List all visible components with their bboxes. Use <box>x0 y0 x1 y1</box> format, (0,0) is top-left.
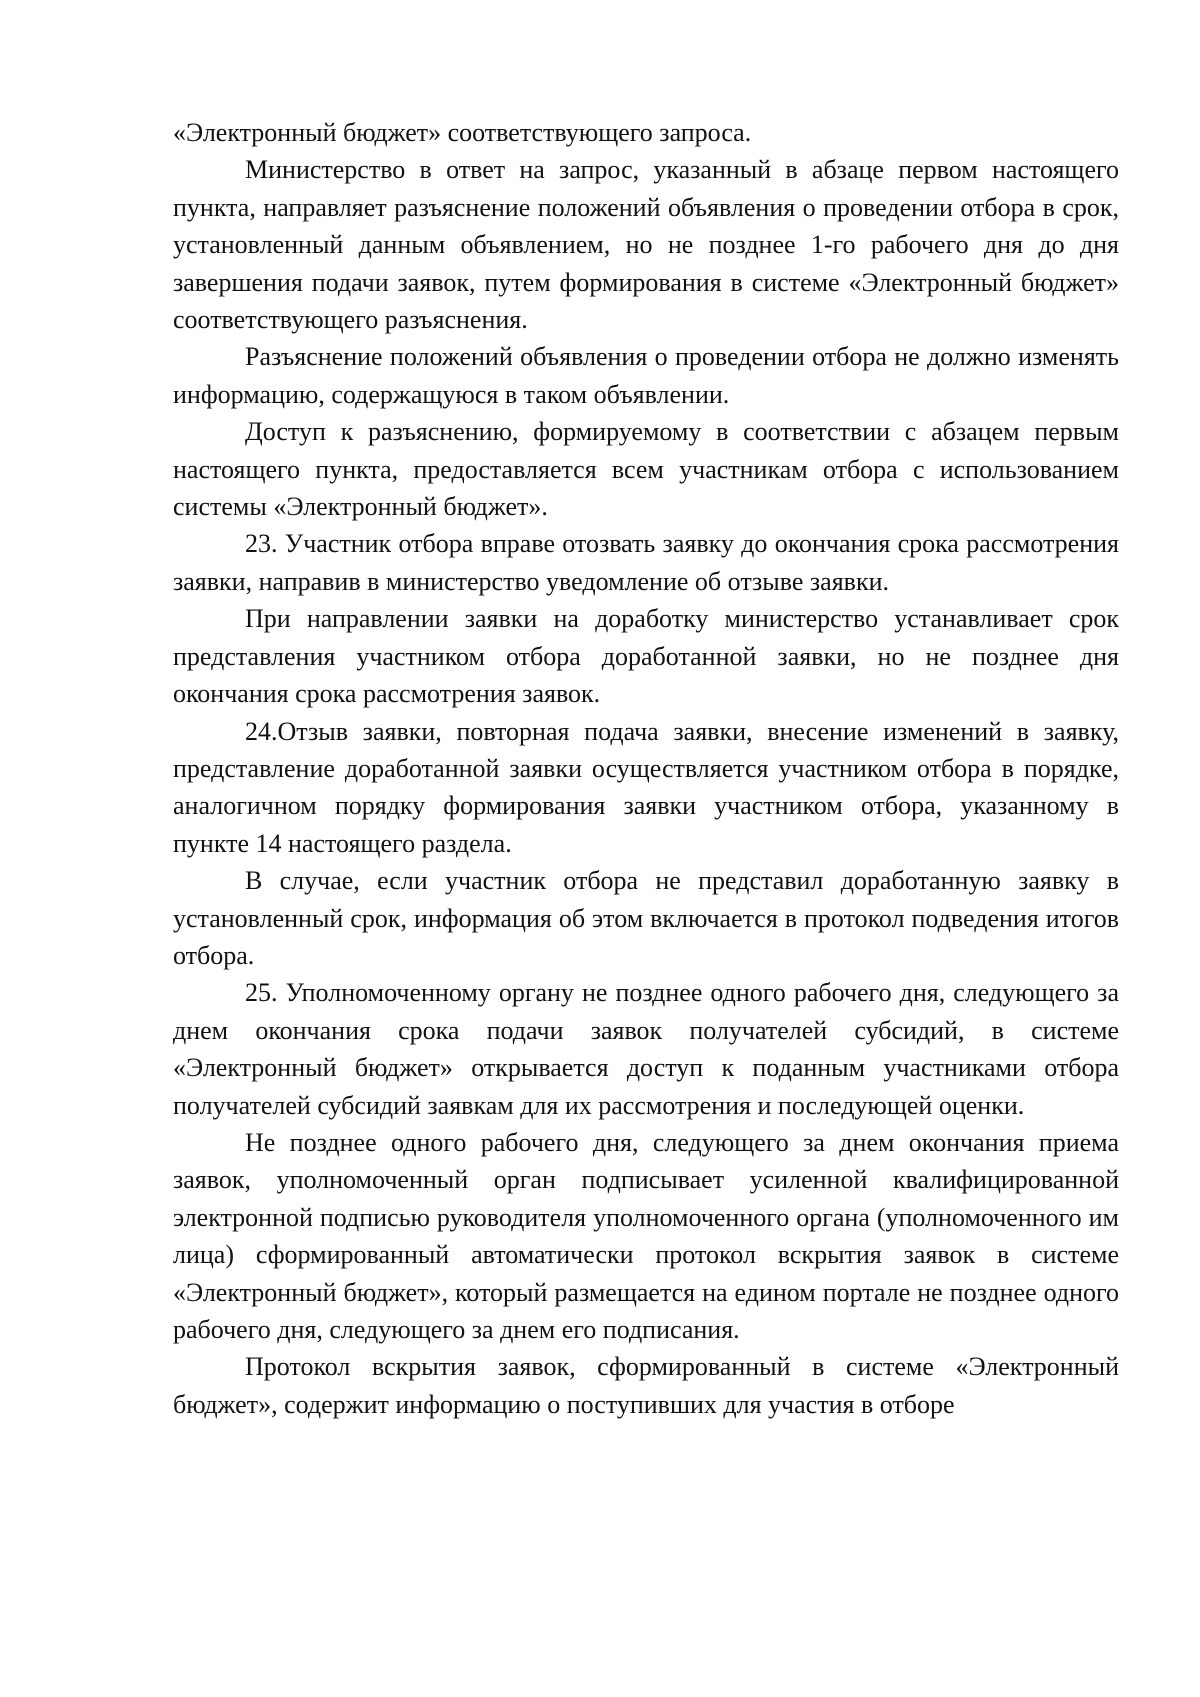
paragraph: Не позднее одного рабочего дня, следующего за днем окончания приема заявок, уполномоченный орган подписывает усиленной квалифицированной электронной подписью руководителя уполномоченного органа (уполномоченного им лица) сформированный автоматически протокол вскрытия заявок в системе «Электронный бюджет», который размещается на едином портале не позднее одного рабочего дня, следующего за днем его подписания. <box>173 1127 1119 1344</box>
document-body <box>173 114 1119 1423</box>
paragraph: Министерство в ответ на запрос, указанный в абзаце первом настоящего пункта, направляет разъяснение положений объявления о проведении отбора в срок, установленный данным объявлением, но не позднее 1-го рабочего дня до дня завершения подачи заявок, путем формирования в системе «Электронный бюджет» соответствующего разъяснения. <box>173 155 1119 335</box>
paragraph: Протокол вскрытия заявок, сформированный в системе «Электронный бюджет», содержит информацию о поступивших для участия в отборе <box>173 1352 1119 1419</box>
paragraph: Разъяснение положений объявления о проведении отбора не должно изменять информацию, содержащуюся в таком объявлении. <box>173 342 1119 409</box>
paragraph-item-25: 25. Уполномоченному органу не позднее одного рабочего дня, следующего за днем окончания срока подачи заявок получателей субсидий, в системе «Электронный бюджет» открывается доступ к поданным участниками отбора получателей субсидий заявкам для их рассмотрения и последующей оценки. <box>173 978 1119 1120</box>
paragraph: «Электронный бюджет» соответствующего запроса. <box>173 118 752 147</box>
paragraph: Доступ к разъяснению, формируемому в соответствии с абзацем первым настоящего пункта, предоставляется всем участникам отбора с использованием системы «Электронный бюджет». <box>173 417 1119 522</box>
paragraph-item-24: 24.Отзыв заявки, повторная подача заявки, внесение изменений в заявку, представление доработанной заявки осуществляется участником отбора в порядке, аналогичном порядку формирования заявки участником отбора, указанному в пункте 14 настоящего раздела. <box>173 716 1119 858</box>
paragraph-item-23: 23. Участник отбора вправе отозвать заявку до окончания срока рассмотрения заявки, направив в министерство уведомление об отзыве заявки. <box>173 529 1119 596</box>
paragraph: При направлении заявки на доработку министерство устанавливает срок представления участником отбора доработанной заявки, но не позднее дня окончания срока рассмотрения заявок. <box>173 604 1119 709</box>
paragraph: В случае, если участник отбора не представил доработанную заявку в установленный срок, информация об этом включается в протокол подведения итогов отбора. <box>173 866 1119 970</box>
